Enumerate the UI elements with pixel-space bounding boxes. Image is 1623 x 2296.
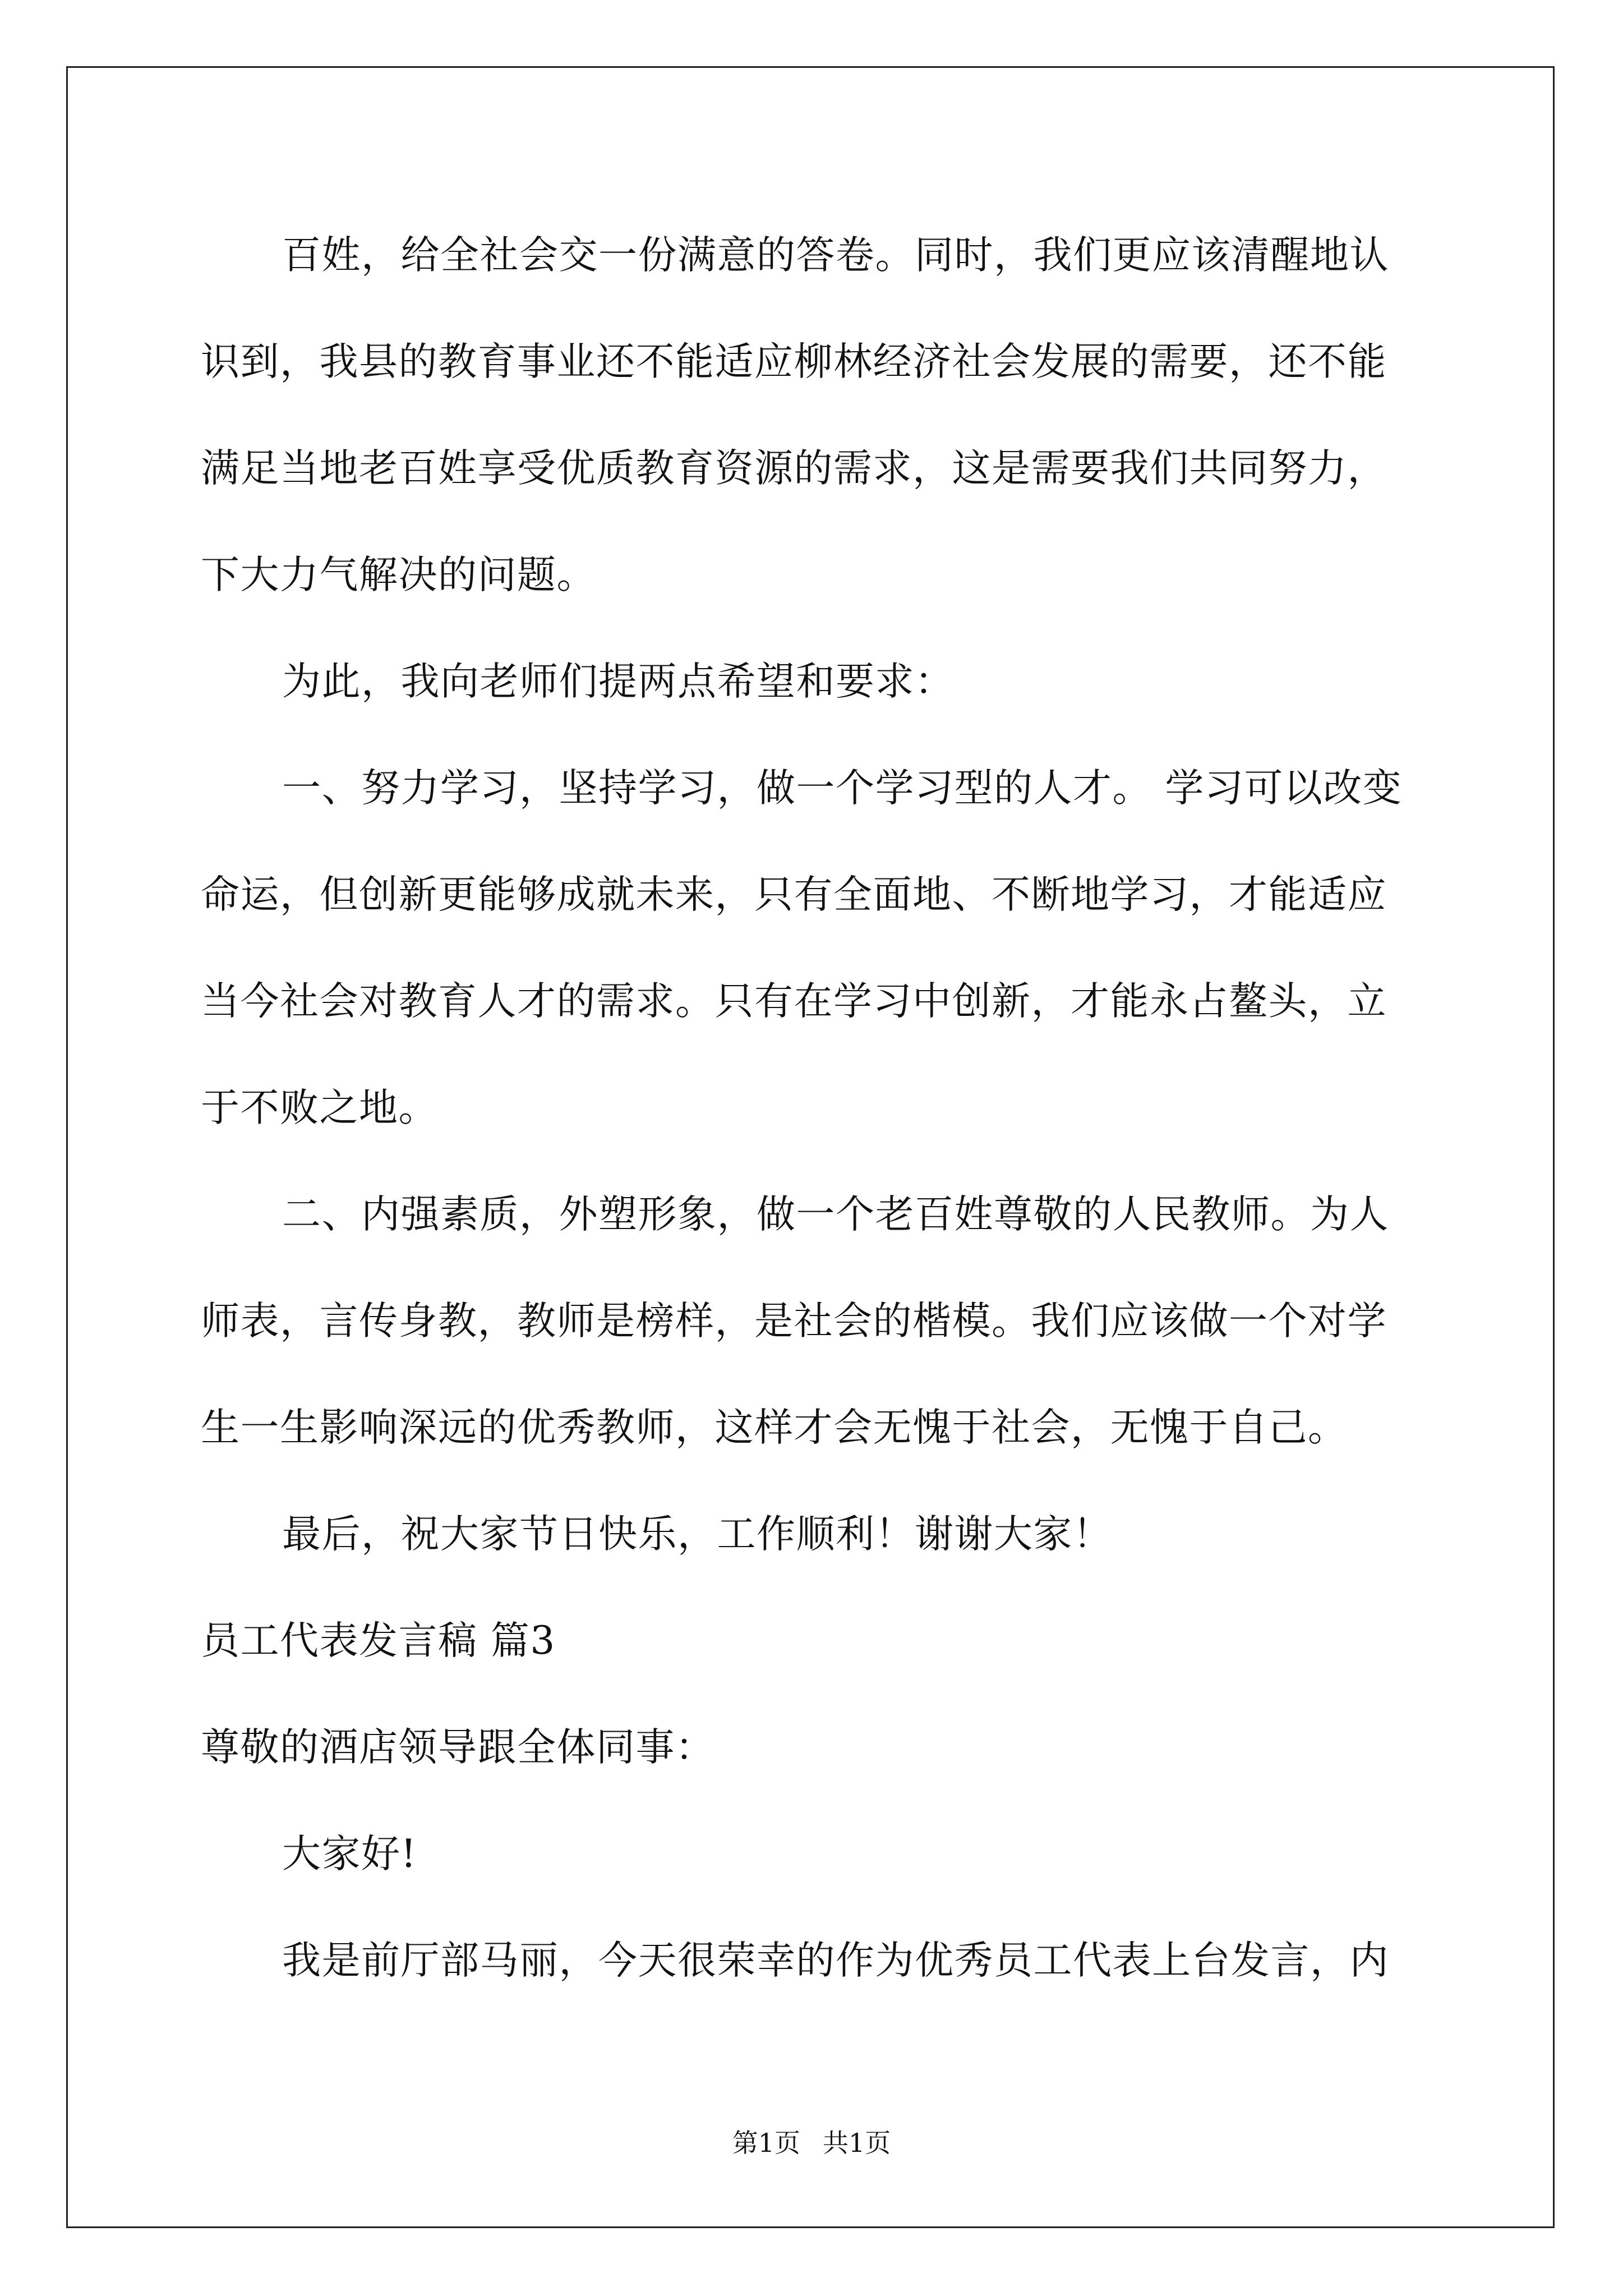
- text-line: 生一生影响深远的优秀教师，这样才会无愧于社会，无愧于自己。: [201, 1405, 1348, 1450]
- text-line: 于不败之地。: [201, 1085, 438, 1130]
- text-line: 我是前厅部马丽，今天很荣幸的作为优秀员工代表上台发言，内: [282, 1938, 1389, 1983]
- page-total: 共1页: [823, 2128, 891, 2158]
- text-line: 百姓，给全社会交一份满意的答卷。同时，我们更应该清醒地认: [282, 233, 1389, 278]
- salutation: 尊敬的酒店领导跟全体同事：: [201, 1725, 715, 1770]
- text-line: 一、努力学习，坚持学习，做一个学习型的人才。 学习可以改变: [282, 766, 1403, 811]
- greeting: 大家好!: [282, 1832, 417, 1876]
- text-line: 为此，我向老师们提两点希望和要求：: [282, 659, 955, 704]
- section-heading: 员工代表发言稿 篇3: [201, 1618, 556, 1663]
- text-line: 满足当地老百姓享受优质教育资源的需求，这是需要我们共同努力，: [201, 446, 1387, 491]
- text-line: 命运，但创新更能够成就未来，只有全面地、不断地学习，才能适应: [201, 872, 1387, 917]
- text-line: 二、内强素质，外塑形象，做一个老百姓尊敬的人民教师。为人: [282, 1192, 1389, 1237]
- text-line: 最后，祝大家节日快乐，工作顺利！谢谢大家！: [282, 1512, 1113, 1557]
- text-line: 当今社会对教育人才的需求。只有在学习中创新，才能永占鳌头，立: [201, 979, 1387, 1024]
- text-line: 识到，我县的教育事业还不能适应柳林经济社会发展的需要，还不能: [201, 339, 1387, 384]
- text-line: 下大力气解决的问题。: [201, 553, 596, 597]
- page-number: 第1页: [732, 2128, 800, 2158]
- text-line: 师表，言传身教，教师是榜样，是社会的楷模。我们应该做一个对学: [201, 1299, 1387, 1343]
- page-footer: [0, 2126, 1623, 2160]
- document-body: [201, 202, 1429, 2014]
